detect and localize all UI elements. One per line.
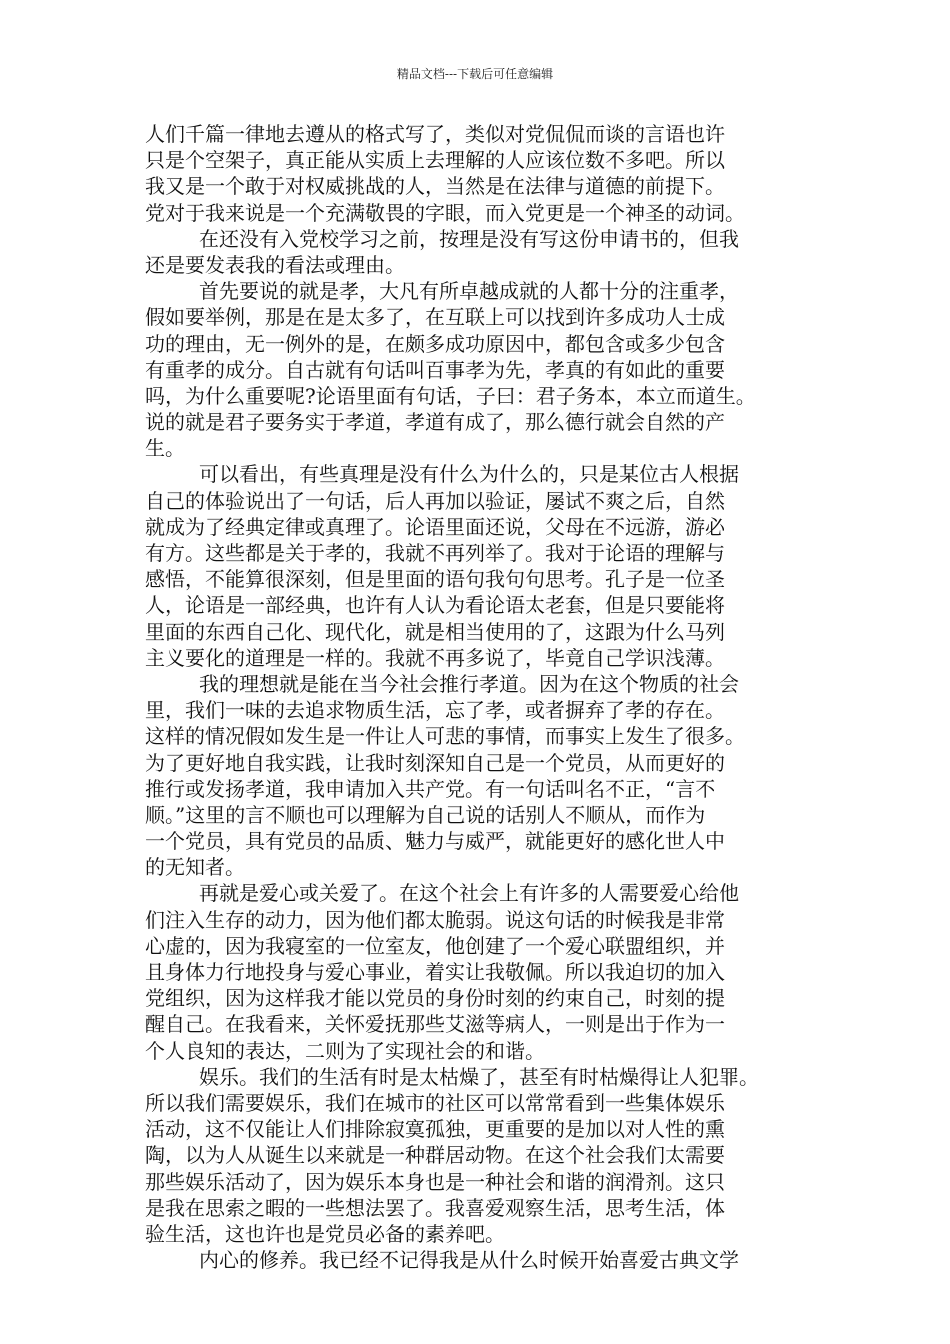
text-line: 验生活，这也许也是党员必备的素养吧。 [145, 1221, 505, 1246]
text-line: 那些娱乐活动了，因为娱乐本身也是一种社会和谐的润滑剂。这只 [145, 1169, 725, 1194]
text-line: 只是个空架子，真正能从实质上去理解的人应该位数不多吧。所以 [145, 148, 725, 173]
paragraph-first-line: 内心的修养。我已经不记得我是从什么时候开始喜爱古典文学 [199, 1248, 739, 1273]
text-line: 有重孝的成分。自古就有句话叫百事孝为先，孝真的有如此的重要 [145, 357, 725, 382]
page-header: 精品文档---下载后可任意编辑 [396, 67, 554, 81]
text-line: 里面的东西自己化、现代化，就是相当使用的了，这跟为什么马列 [145, 619, 725, 644]
text-line: 推行或发扬孝道，我申请加入共产党。有一句话叫名不正，“言不 [145, 776, 716, 801]
text-line: 说的就是君子要务实于孝道，孝道有成了，那么德行就会自然的产 [145, 410, 725, 435]
text-line: 自己的体验说出了一句话，后人再加以验证，屡试不爽之后，自然 [145, 488, 725, 513]
paragraph-first-line: 首先要说的就是孝，大凡有所卓越成就的人都十分的注重孝， [199, 279, 739, 304]
text-line: 主义要化的道理是一样的。我就不再多说了，毕竟自己学识浅薄。 [145, 645, 725, 670]
text-line: 为了更好地自我实践，让我时刻深知自己是一个党员，从而更好的 [145, 750, 725, 775]
text-line: 感悟，不能算很深刻，但是里面的语句我句句思考。孔子是一位圣 [145, 567, 725, 592]
text-line: 里，我们一味的去追求物质生活，忘了孝，或者摒弃了孝的存在。 [145, 698, 725, 723]
paragraph-first-line: 娱乐。我们的生活有时是太枯燥了，甚至有时枯燥得让人犯罪。 [199, 1064, 759, 1089]
text-line: 一个党员，具有党员的品质、魅力与威严，就能更好的感化世人中 [145, 829, 725, 854]
text-line: 吗，为什么重要呢?论语里面有句话，子曰：君子务本，本立而道生。 [145, 383, 756, 408]
text-line: 假如要举例，那是在是太多了，在互联上可以找到许多成功人士成 [145, 305, 725, 330]
text-line: 这样的情况假如发生是一件让人可悲的事情，而事实上发生了很多。 [145, 724, 745, 749]
text-line: 就成为了经典定律或真理了。论语里面还说，父母在不远游，游必 [145, 514, 725, 539]
text-line: 生。 [145, 436, 185, 461]
text-line: 们注入生存的动力，因为他们都太脆弱。说这句话的时候我是非常 [145, 907, 725, 932]
text-line: 且身体力行地投身与爱心事业，着实让我敬佩。所以我迫切的加入 [145, 960, 725, 984]
document-body [145, 121, 815, 1273]
text-line: 党组织，因为这样我才能以党员的身份时刻的约束自己，时刻的提 [145, 986, 725, 1011]
text-line: 有方。这些都是关于孝的，我就不再列举了。我对于论语的理解与 [145, 541, 725, 565]
text-line: 是我在思索之暇的一些想法罢了。我喜爱观察生活，思考生活，体 [145, 1195, 725, 1220]
text-line: 人，论语是一部经典，也许有人认为看论语太老套，但是只要能将 [145, 593, 725, 618]
text-line: 的无知者。 [145, 855, 245, 880]
text-line: 心虚的，因为我寝室的一位室友，他创建了一个爱心联盟组织，并 [145, 933, 725, 958]
text-line: 功的理由，无一例外的是，在颇多成功原因中，都包含或多少包含 [145, 331, 725, 356]
text-line: 陶，以为人从诞生以来就是一种群居动物。在这个社会我们太需要 [145, 1143, 725, 1168]
text-line: 顺。”这里的言不顺也可以理解为自己说的话别人不顺从，而作为 [145, 802, 706, 827]
text-line: 党对于我来说是一个充满敬畏的字眼，而入党更是一个神圣的动词。 [145, 200, 745, 225]
text-line: 所以我们需要娱乐，我们在城市的社区可以常常看到一些集体娱乐 [145, 1090, 725, 1115]
paragraph-first-line: 可以看出，有些真理是没有什么为什么的，只是某位古人根据 [199, 462, 739, 487]
text-line: 还是要发表我的看法或理由。 [145, 252, 405, 277]
paragraph-first-line: 再就是爱心或关爱了。在这个社会上有许多的人需要爱心给他 [199, 881, 739, 906]
paragraph-first-line: 我的理想就是能在当今社会推行孝道。因为在这个物质的社会 [199, 671, 739, 696]
text-line: 活动，这不仅能让人们排除寂寞孤独，更重要的是加以对人性的熏 [145, 1117, 725, 1142]
text-line: 醒自己。在我看来，关怀爱抚那些艾滋等病人，一则是出于作为一 [145, 1012, 725, 1037]
paragraph-first-line: 在还没有入党校学习之前，按理是没有写这份申请书的，但我 [199, 226, 739, 251]
text-line: 我又是一个敢于对权威挑战的人，当然是在法律与道德的前提下。 [145, 174, 725, 199]
text-line: 个人良知的表达，二则为了实现社会的和谐。 [145, 1038, 545, 1063]
text-line: 人们千篇一律地去遵从的格式写了，类似对党侃侃而谈的言语也许 [145, 122, 725, 146]
